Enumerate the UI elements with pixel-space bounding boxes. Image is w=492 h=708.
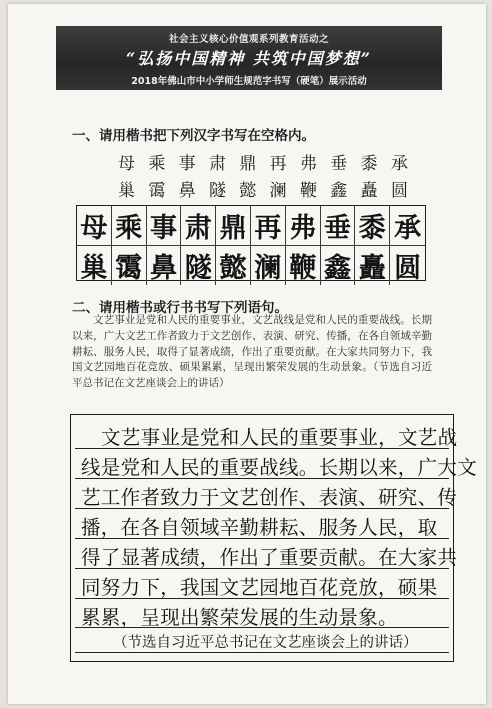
handwriting-line: 得了显著成绩，作出了重要贡献。在大家共 [81, 546, 458, 569]
banner-subtitle: 社会主义核心价值观系列教育活动之 [168, 34, 329, 45]
activity-banner [56, 26, 442, 90]
model-char: 母 [118, 154, 135, 174]
grid-cell: 巢 [77, 246, 112, 285]
grid-cell: 鼻 [147, 246, 182, 285]
grid-cell: 矗 [355, 246, 390, 285]
model-char: 事 [178, 154, 196, 174]
grid-cell: 澜 [251, 246, 286, 285]
model-char: 巢 [118, 181, 135, 201]
model-char: 黍 [360, 154, 378, 174]
model-characters-row2 [118, 176, 408, 201]
model-char: 弗 [299, 154, 317, 174]
grid-cell: 鼎 [216, 206, 251, 246]
banner-event-name: 2018年佛山市中小学师生规范字书写（硬笔）展示活动 [131, 76, 367, 87]
model-char: 澜 [269, 181, 287, 201]
handwriting-line: 累累，呈现出繁荣发展的生动景象。 [81, 606, 398, 629]
grid-cell: 懿 [216, 246, 251, 285]
model-char: 肃 [208, 154, 226, 174]
ruled-line [75, 478, 449, 479]
ruled-line [75, 652, 449, 653]
grid-cell: 鞭 [286, 246, 321, 285]
model-char: 鼎 [239, 154, 257, 174]
section2-title: 二、请用楷书或行书书写下列语句。 [72, 300, 288, 316]
grid-cell: 黍 [355, 206, 390, 246]
handwriting-source: （节选自习近平总书记在文艺座谈会上的讲话） [113, 635, 418, 651]
ruled-line [75, 598, 449, 599]
handwriting-line: 播，在各自领域辛勤耕耘、服务人民，取 [81, 516, 438, 539]
printed-passage: 文艺事业是党和人民的重要事业，文艺战线是党和人民的重要战线。长期以来，广大文艺工作者致力于文艺创作、表演、研究、传播，在各自领域辛勤耕耘、服务人民，取得了显著成绩，作出了重要贡献。在大家共同努力下，我国文艺园地百花竞放、硕果累累，呈现出繁荣发展的生动景象。（节选自习近平总书记在文艺座谈会上的讲话） [72, 314, 432, 390]
model-char: 再 [269, 154, 287, 174]
writing-grid [76, 205, 426, 284]
handwriting-line: 线是党和人民的重要战线。长期以来，广大文 [81, 456, 478, 479]
model-char: 矗 [360, 181, 378, 201]
model-char: 乘 [148, 154, 166, 174]
grid-cell: 母 [77, 206, 112, 246]
ruled-line [75, 627, 449, 628]
handwriting-line: 文艺事业是党和人民的重要事业，文艺战 [101, 426, 458, 449]
grid-cell: 肃 [181, 206, 216, 246]
grid-cell: 弗 [286, 206, 321, 246]
handwriting-box [70, 414, 478, 662]
ruled-line [75, 448, 449, 449]
banner-slogan: “弘扬中国精神 共筑中国梦想” [126, 49, 372, 68]
model-char: 圆 [390, 181, 408, 201]
grid-cell: 再 [251, 206, 286, 246]
grid-cell: 垂 [321, 206, 356, 246]
grid-cell: 圆 [394, 253, 422, 284]
grid-cell: 鑫 [321, 246, 356, 285]
model-char: 霭 [148, 181, 166, 201]
model-char: 鑫 [330, 181, 348, 201]
ruled-line [75, 538, 449, 539]
model-char: 隧 [208, 181, 226, 201]
model-char: 懿 [239, 181, 257, 201]
model-char: 垂 [330, 154, 348, 174]
grid-cell: 霭 [112, 246, 147, 285]
ruled-line [75, 508, 449, 509]
model-characters-row1 [118, 149, 408, 174]
section1-title: 一、请用楷书把下列汉字书写在空格内。 [72, 128, 315, 144]
ruled-line [75, 568, 449, 569]
worksheet-page [8, 4, 486, 704]
grid-cell: 乘 [112, 206, 147, 246]
model-char: 承 [390, 154, 408, 174]
grid-cell: 隧 [181, 246, 216, 285]
model-char: 鞭 [299, 181, 317, 201]
handwriting-line: 同努力下，我国文艺园地百花竞放，硕果 [81, 576, 438, 599]
grid-cell: 事 [147, 206, 182, 246]
grid-cell: 承 [390, 206, 425, 246]
model-char: 鼻 [178, 181, 196, 201]
handwriting-line: 艺工作者致力于文艺创作、表演、研究、传 [81, 486, 458, 509]
